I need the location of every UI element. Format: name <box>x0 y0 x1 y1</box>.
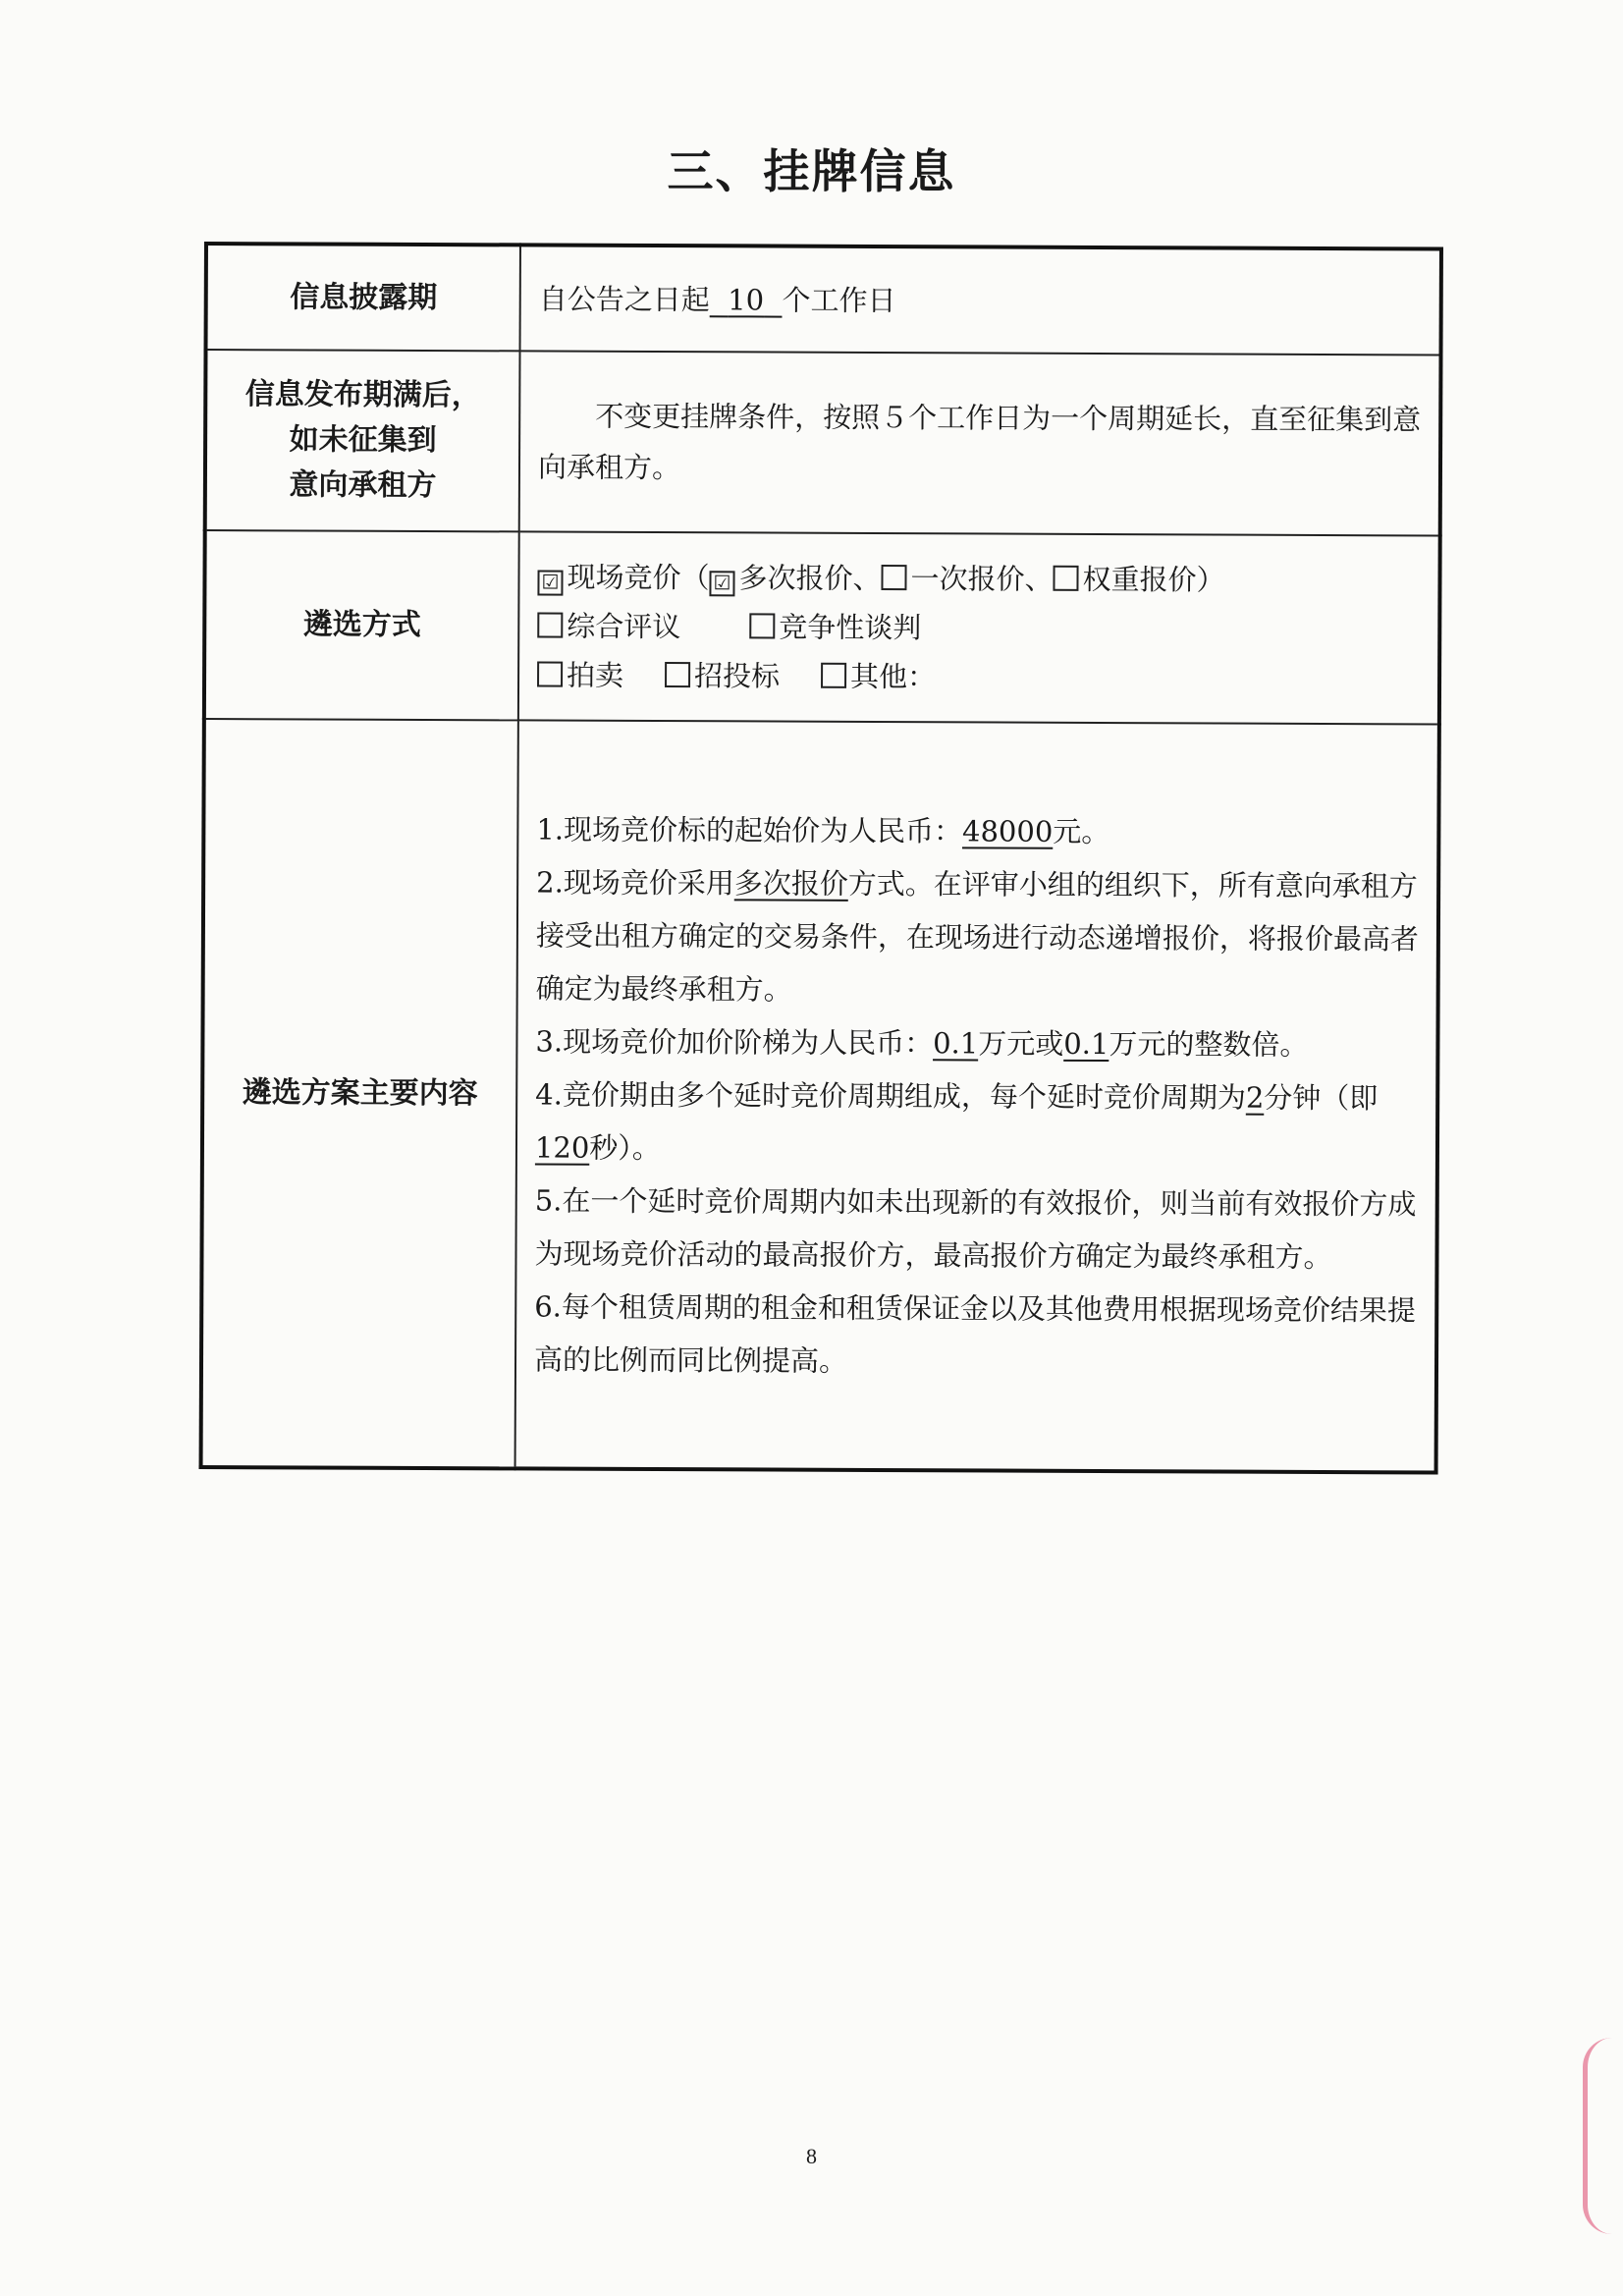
option-comprehensive-label: 综合评议 <box>567 609 681 644</box>
red-seal-fragment <box>1583 2038 1623 2234</box>
page-number: 8 <box>806 2144 817 2168</box>
method-options <box>518 531 1440 724</box>
option-other-label: 其他： <box>850 659 937 694</box>
disclosure-label: 信息披露期 <box>206 244 520 351</box>
option-tender-label: 招投标 <box>694 659 781 693</box>
plan-item-4 <box>535 1067 1418 1177</box>
plan-item-2 <box>536 855 1420 1018</box>
page-title: 三、挂牌信息 <box>667 145 956 199</box>
disclosure-suffix: 个工作日 <box>782 283 896 317</box>
plan-item-text: 2.现场竞价采用 <box>536 864 734 900</box>
start-price: 48000 <box>961 813 1054 848</box>
plan-item-6: 6.每个租赁周期的租金和租赁保证金以及其他费用根据现场竞价结果提高的比例而同比例提高。 <box>533 1288 1417 1378</box>
plan-item-text: 分钟（即 <box>1264 1080 1379 1115</box>
plan-item-text: 3.现场竞价加价阶梯为人民币： <box>535 1023 934 1060</box>
checkbox-auction <box>537 661 563 686</box>
extension-value: 不变更挂牌条件，按照５个工作日为一个周期延长，直至征集到意向承租方。 <box>519 351 1441 535</box>
plan-item-text: 4.竞价期由多个延时竞价周期组成，每个延时竞价周期为 <box>535 1076 1246 1115</box>
checkbox-multi: ☑ <box>709 571 734 596</box>
option-onsite-label: 现场竞价 <box>567 560 681 595</box>
table-row <box>206 244 1441 355</box>
method-option-row <box>537 650 1420 703</box>
checkbox-comprehensive <box>537 612 563 637</box>
plan-item-text: 秒）。 <box>589 1130 661 1165</box>
bid-mode: 多次报价 <box>733 865 848 901</box>
option-weighted-label: 权重报价 <box>1082 562 1197 597</box>
table-row <box>205 350 1441 535</box>
checkbox-onsite: ☑ <box>537 570 563 595</box>
checkbox-weighted <box>1054 566 1079 591</box>
checkbox-single <box>882 565 907 590</box>
listing-info-table <box>199 242 1443 1474</box>
increment-value: 0.1 <box>933 1025 979 1060</box>
table-row <box>201 719 1439 1472</box>
plan-item-text: 方式。在评审小组的组织下，所有意向承租方接受出租方确定的交易条件，在现场进行动态递增报价，将报价最高者确定为最终承租方。 <box>535 866 1420 1007</box>
period-minutes: 2 <box>1245 1080 1265 1115</box>
plan-item-text: 万元的整数倍。 <box>1109 1026 1309 1062</box>
table-row <box>204 530 1440 724</box>
plan-label: 遴选方案主要内容 <box>201 719 518 1468</box>
plan-item-text: 万元或 <box>978 1025 1064 1061</box>
paren-close: ） <box>1196 563 1225 597</box>
method-option-row <box>537 601 1420 654</box>
plan-content <box>515 720 1439 1472</box>
plan-item-5: 5.在一个延时竞价周期内如未出现新的有效报价，则当前有效报价方成为现场竞价活动的最高报价方，最高报价方确定为最终承租方。 <box>534 1182 1417 1274</box>
option-single-label: 一次报价、 <box>910 562 1054 596</box>
checkbox-tender <box>665 662 690 687</box>
plan-item-1 <box>536 802 1419 859</box>
plan-item-3 <box>535 1014 1418 1071</box>
checkbox-negotiation <box>749 613 775 638</box>
extension-label-line: 如未征集到 <box>289 422 437 459</box>
period-seconds: 120 <box>534 1129 590 1165</box>
method-label: 遴选方式 <box>204 530 519 720</box>
paren-open: （ <box>680 561 710 595</box>
plan-item-text: 1.现场竞价标的起始价为人民币： <box>536 811 963 847</box>
option-negotiation-label: 竞争性谈判 <box>779 610 922 645</box>
method-option-row <box>537 552 1420 605</box>
increment-value: 0.1 <box>1063 1026 1109 1061</box>
option-auction-label: 拍卖 <box>567 658 624 692</box>
disclosure-value <box>520 245 1441 355</box>
disclosure-days <box>710 283 783 316</box>
extension-label-line: 信息发布期满后， <box>244 377 481 413</box>
extension-label <box>205 350 520 531</box>
disclosure-days-value: 10 <box>728 282 765 316</box>
disclosure-prefix: 自公告之日起 <box>538 281 710 316</box>
checkbox-other <box>821 663 846 688</box>
option-multi-label: 多次报价、 <box>738 561 882 596</box>
extension-label-line: 意向承租方 <box>289 467 437 504</box>
plan-item-text: 元。 <box>1053 814 1110 848</box>
